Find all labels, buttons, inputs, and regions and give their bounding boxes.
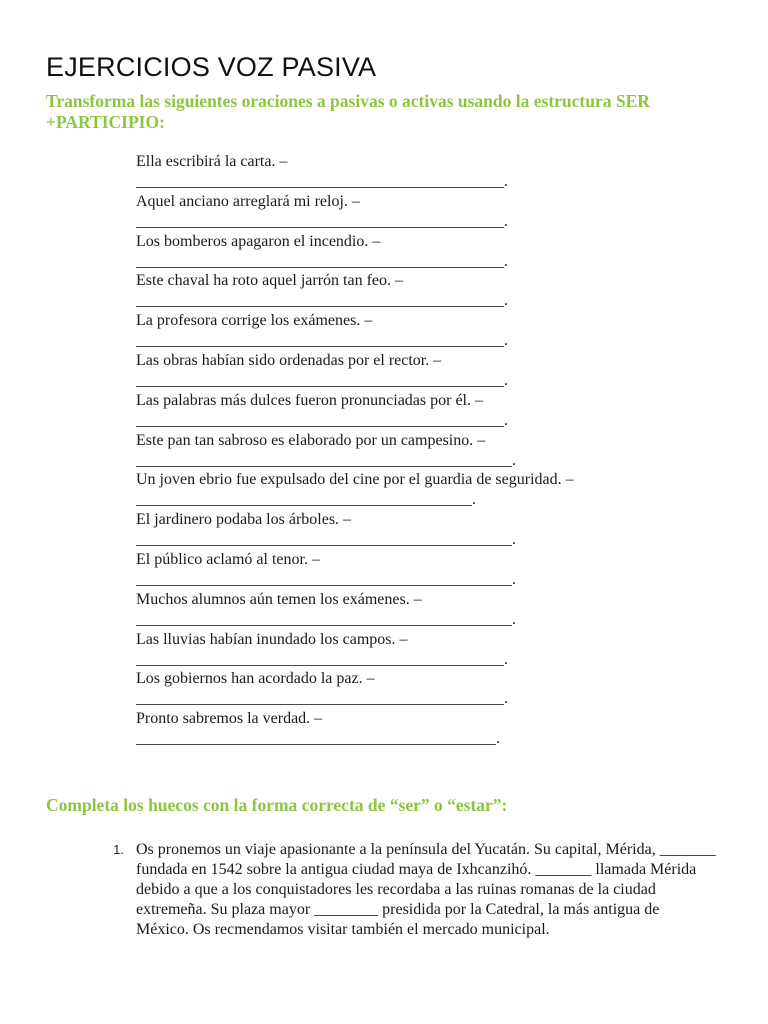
answer-blank-line[interactable]: ______________________________________________. [136, 252, 508, 270]
exercise-sentence: Las palabras más dulces fueron pronunciadas por él. – [136, 391, 483, 409]
answer-blank-line[interactable]: ______________________________________________. [136, 371, 508, 389]
exercise-sentence: Los bomberos apagaron el incendio. – [136, 232, 381, 250]
answer-blank-line[interactable]: ______________________________________________. [136, 332, 508, 350]
answer-blank-line[interactable]: ______________________________________________. [136, 690, 508, 708]
exercise-sentence: El jardinero podaba los árboles. – [136, 511, 352, 529]
exercise-sentence: Los gobiernos han acordado la paz. – [136, 670, 375, 688]
exercise-sentence: El público aclamó al tenor. – [136, 550, 320, 568]
paragraph-number: 1. [113, 842, 124, 857]
answer-blank-line[interactable]: _______________________________________________. [136, 570, 516, 588]
answer-blank-line[interactable]: ______________________________________________. [136, 411, 508, 429]
exercise-sentence: Este pan tan sabroso es elaborado por un campesino. – [136, 431, 486, 449]
answer-blank-line[interactable]: _____________________________________________. [136, 730, 500, 748]
answer-blank-line[interactable]: ______________________________________________. [136, 212, 508, 230]
exercise-sentence: Un joven ebrio fue expulsado del cine por el guardia de seguridad. – [136, 471, 574, 489]
exercise-sentence: Las lluvias habían inundado los campos. – [136, 630, 408, 648]
exercise-sentence: Este chaval ha roto aquel jarrón tan feo. – [136, 272, 403, 290]
page-title: EJERCICIOS VOZ PASIVA [46, 52, 377, 82]
exercise-sentence: Aquel anciano arreglará mi reloj. – [136, 192, 360, 210]
answer-blank-line[interactable]: _______________________________________________. [136, 531, 516, 549]
answer-blank-line[interactable]: ______________________________________________. [136, 650, 508, 668]
answer-blank-line[interactable]: _______________________________________________. [136, 610, 516, 628]
answer-blank-line[interactable]: ______________________________________________. [136, 173, 508, 190]
answer-blank-line[interactable]: _______________________________________________. [136, 451, 516, 469]
exercise-sentence: Las obras habían sido ordenadas por el rector. – [136, 351, 442, 369]
exercise-sentence: Ella escribirá la carta. – [136, 153, 288, 170]
exercise-sentence: Muchos alumnos aún temen los exámenes. – [136, 590, 422, 608]
exercise-sentence: Pronto sabremos la verdad. – [136, 710, 323, 728]
answer-blank-line[interactable]: __________________________________________. [136, 491, 476, 509]
fill-in-paragraph: Os pronemos un viaje apasionante a la península del Yucatán. Su capital, Mérida, _______ fundada en 1542 sobre la antigua ciudad maya de Ixhcanzihó. _______ llamada Mérida debido a que a los conquistadores les recordaba a las ruinas romanas de la ciudad extremeña. Su plaza mayor ________ presidida por la Catedral, la más antigua de México. Os recmendamos visitar también el mercado municipal. [136, 841, 716, 938]
section1-instruction: Transforma las siguientes oraciones a pasivas o activas usando la estructura SER +PARTICIPIO: [46, 91, 650, 132]
exercise-sentence: La profesora corrige los exámenes. – [136, 312, 373, 330]
answer-blank-line[interactable]: ______________________________________________. [136, 292, 508, 310]
section2-instruction: Completa los huecos con la forma correcta de “ser” o “estar”: [46, 795, 508, 815]
